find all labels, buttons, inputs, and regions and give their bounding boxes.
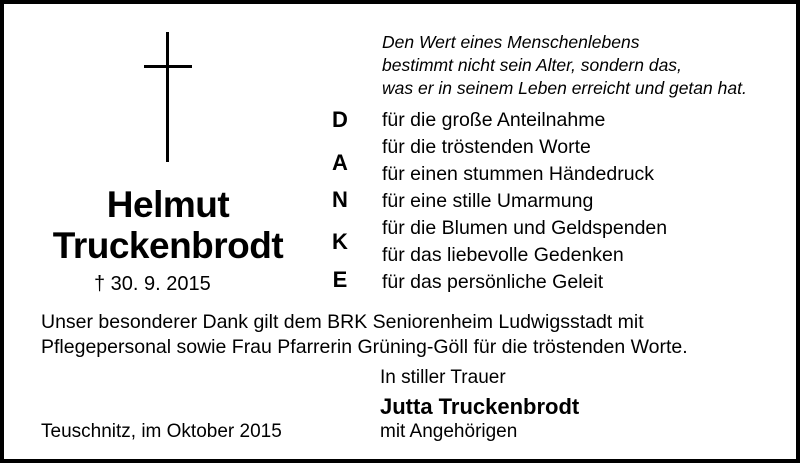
quote-line: was er in seinem Leben erreicht und getan hat. — [382, 78, 747, 98]
thanks-line: für einen stummen Händedruck — [382, 163, 655, 185]
mourning-text: In stiller Trauer — [380, 367, 506, 388]
quote-line: Den Wert eines Menschenlebens — [382, 32, 640, 52]
signer-name: Jutta Truckenbrodt — [380, 394, 580, 419]
special-thanks — [41, 310, 688, 360]
danke-letter: D — [332, 107, 348, 132]
quote — [382, 31, 747, 100]
death-date: † 30. 9. 2015 — [94, 273, 211, 295]
danke-letter: E — [332, 267, 348, 292]
special-thanks-line: Unser besonderer Dank gilt dem BRK Seniorenheim Ludwigsstadt mit — [41, 311, 644, 333]
danke-letter: K — [332, 229, 348, 254]
thanks-line: für die tröstenden Worte — [382, 136, 591, 158]
first-name: Helmut — [106, 184, 230, 225]
last-name: Truckenbrodt — [52, 225, 284, 266]
place-date: Teuschnitz, im Oktober 2015 — [41, 421, 282, 442]
quote-line: bestimmt nicht sein Alter, sondern das, — [382, 55, 682, 75]
thanks-line: für das persönliche Geleit — [382, 271, 604, 293]
thanks-line: für die Blumen und Geldspenden — [382, 217, 668, 239]
cross-icon — [144, 32, 192, 162]
danke-letter: N — [332, 187, 348, 212]
special-thanks-line: Pflegepersonal sowie Frau Pfarrerin Grüning-Göll für die tröstenden Worte. — [41, 336, 688, 358]
thanks-line: für eine stille Umarmung — [382, 190, 594, 212]
danke-letter: A — [332, 150, 348, 175]
thanks-line: für die große Anteilnahme — [382, 109, 606, 131]
thanks-line: für das liebevolle Gedenken — [382, 244, 624, 266]
relatives-text: mit Angehörigen — [380, 421, 518, 442]
